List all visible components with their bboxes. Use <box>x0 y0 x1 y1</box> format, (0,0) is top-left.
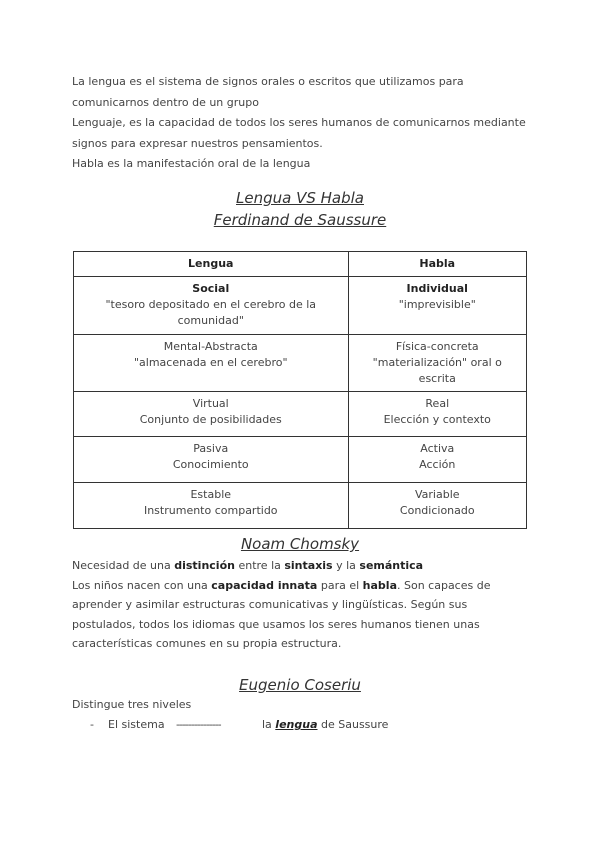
text-run: . Son capaces de aprender y asimilar estructuras comunicativas y lingüísticas. Según sus postulados, todos los idiomas que usamos los seres humanos tienen unas características comunes en su propia estructura. <box>72 578 491 650</box>
text-run: para el <box>317 578 363 592</box>
item-dashes: --------------- <box>176 718 221 731</box>
table-cell <box>348 335 526 392</box>
cell-text: Física-concreta <box>395 340 479 353</box>
text-run: la <box>262 718 276 731</box>
section-title-coseriu: Eugenio Coseriu <box>239 676 361 694</box>
table-cell <box>74 483 349 529</box>
coseriu-intro: Distingue tres niveles <box>72 698 192 711</box>
coseriu-section <box>72 695 532 735</box>
chomsky-line-1 <box>72 556 532 576</box>
cell-text: Instrumento compartido <box>143 504 278 517</box>
section-subtitle-saussure: Ferdinand de Saussure <box>213 211 387 229</box>
chomsky-paragraph <box>72 576 532 654</box>
table-cell <box>74 392 349 437</box>
cell-text: Real <box>425 397 450 410</box>
table-row <box>74 483 527 529</box>
definition-lengua: La lengua es el sistema de signos orales o escritos que utilizamos para comunicarnos dentro de un grupo <box>72 75 464 109</box>
text-run: Los niños nacen con una <box>72 578 212 592</box>
text-run: y la <box>332 559 360 572</box>
cell-text: Acción <box>419 458 456 471</box>
table-row <box>74 392 527 437</box>
cell-text: Conocimiento <box>172 458 249 471</box>
cell-title: Individual <box>406 282 468 295</box>
cell-text: "imprevisible" <box>398 298 476 311</box>
list-item <box>72 715 532 735</box>
table-cell <box>348 483 526 529</box>
cell-text: Virtual <box>192 397 229 410</box>
definition-lenguaje: Lenguaje, es la capacidad de todos los seres humanos de comunicarnos mediante signos para expresar nuestros pensamientos. <box>72 116 526 150</box>
cell-text: Pasiva <box>193 442 229 455</box>
cell-text: Elección y contexto <box>383 413 491 426</box>
cell-text: Conjunto de posibilidades <box>139 413 282 426</box>
table-row <box>74 277 527 335</box>
highlight-term: lengua <box>275 718 318 731</box>
cell-text: "tesoro depositado en el cerebro de la comunidad" <box>105 298 317 327</box>
cell-text: "materialización" oral o escrita <box>372 356 502 385</box>
bold-term: habla <box>362 578 397 592</box>
cell-title: Social <box>192 282 230 295</box>
section-title-chomsky: Noam Chomsky <box>240 535 360 553</box>
chomsky-section <box>72 556 532 654</box>
cell-text: "almacenada en el cerebro" <box>133 356 288 369</box>
table-cell <box>74 277 349 335</box>
text-run: de Saussure <box>317 718 389 731</box>
cell-text: Activa <box>420 442 455 455</box>
table-header-row <box>74 252 527 277</box>
text-run: entre la <box>234 559 285 572</box>
bold-term: sintaxis <box>284 559 333 572</box>
table-cell <box>348 437 526 483</box>
table-row <box>74 437 527 483</box>
section-title-lengua-vs-habla: Lengua VS Habla <box>236 189 364 207</box>
bold-term: semántica <box>359 559 424 572</box>
cell-text: Condicionado <box>399 504 475 517</box>
definition-habla: Habla es la manifestación oral de la lengua <box>72 157 311 170</box>
bold-term: capacidad innata <box>211 578 318 592</box>
table-row <box>74 335 527 392</box>
cell-text: Estable <box>190 488 232 501</box>
bold-term: distinción <box>174 559 235 572</box>
intro-definitions <box>72 72 532 175</box>
header-lengua: Lengua <box>74 252 349 277</box>
table-cell <box>348 277 526 335</box>
header-habla: Habla <box>348 252 526 277</box>
table-cell <box>348 392 526 437</box>
table-cell <box>74 335 349 392</box>
text-run: Necesidad de una <box>72 559 175 572</box>
cell-text: Variable <box>414 488 460 501</box>
cell-text: Mental-Abstracta <box>163 340 258 353</box>
comparison-table <box>73 251 527 529</box>
table-cell <box>74 437 349 483</box>
list-bullet: - <box>90 718 94 731</box>
item-label: El sistema <box>108 718 165 731</box>
